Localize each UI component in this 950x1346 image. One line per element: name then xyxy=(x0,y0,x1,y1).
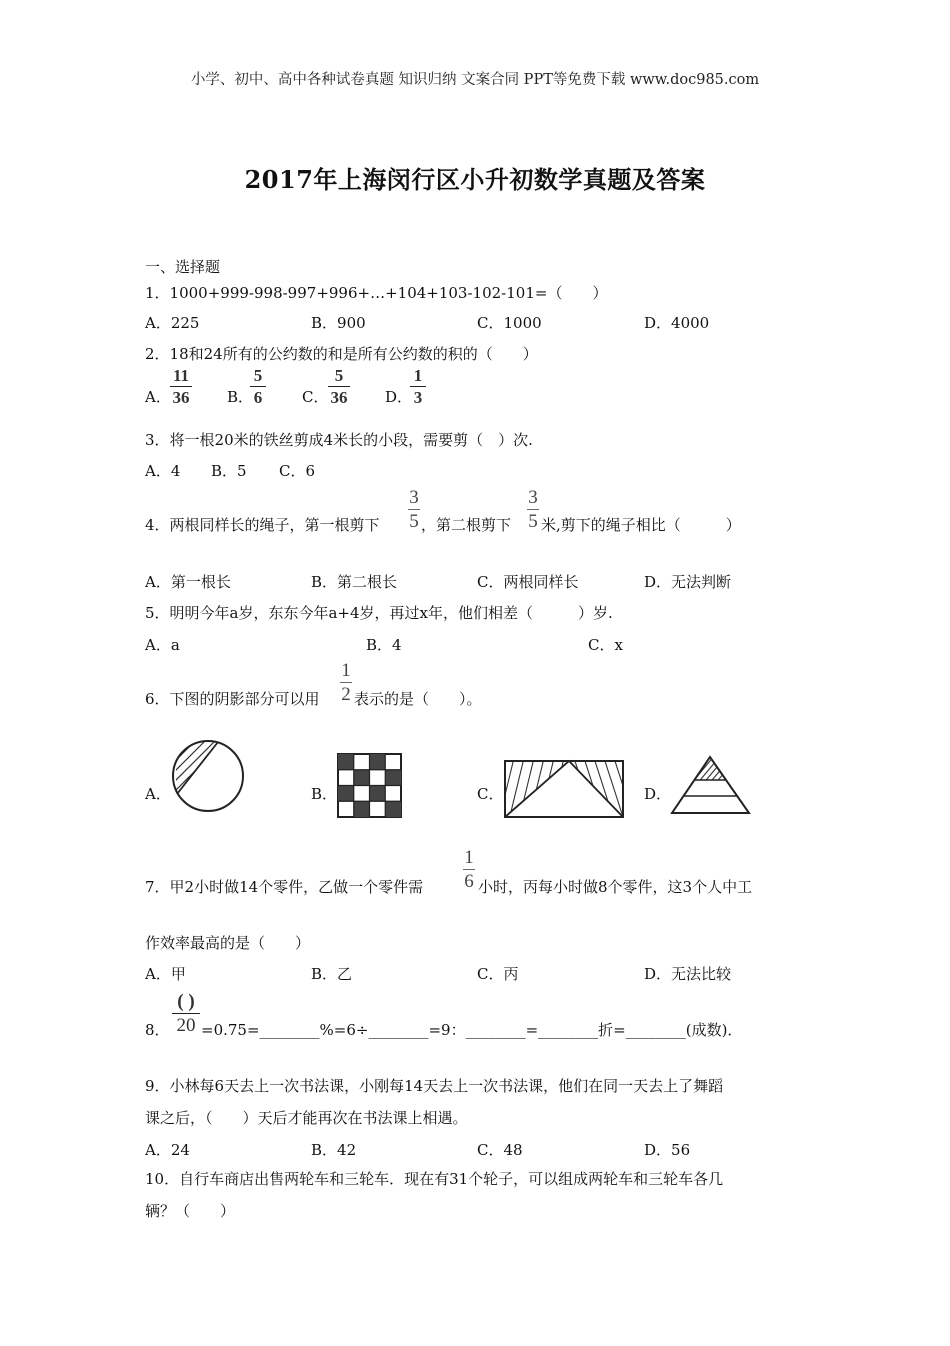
question-7-line2: 作效率最高的是（ ） xyxy=(145,934,311,952)
question-8-label: 8． xyxy=(145,1021,170,1039)
q6-label-c: C． xyxy=(477,785,504,803)
q7-option-d: D．无法比较 xyxy=(644,965,732,983)
question-4-part2: ，第二根剪下 xyxy=(421,516,512,534)
q4-fraction-2: 3 5 xyxy=(528,487,538,532)
question-9-line2: 课之后，（ ）天后才能再次在书法课上相遇。 xyxy=(145,1109,468,1127)
q7-fraction: 1 6 xyxy=(464,847,474,892)
question-4-part1: 4．两根同样长的绳子，第一根剪下 xyxy=(145,516,380,534)
q3-option-c: C．6 xyxy=(279,462,316,480)
q9-option-c: C．48 xyxy=(477,1141,523,1159)
q2-label-b: B． xyxy=(227,388,254,406)
q2-fraction-c: 5 36 xyxy=(328,367,350,406)
q3-option-b: B．5 xyxy=(211,462,247,480)
q3-option-a: A．4 xyxy=(145,462,181,480)
q4-option-a: A．第一根长 xyxy=(145,573,231,591)
figure-a-circle xyxy=(170,736,246,816)
q8-fraction: ( ) 20 xyxy=(172,992,200,1035)
q5-option-c: C．x xyxy=(588,636,623,654)
question-6-part1: 6．下图的阴影部分可以用 xyxy=(145,690,320,708)
q7-option-a: A．甲 xyxy=(145,965,186,983)
q2-fraction-a: 11 36 xyxy=(170,367,192,406)
q1-option-a: A．225 xyxy=(145,314,200,332)
section-heading: 一、选择题 xyxy=(145,258,221,276)
q2-label-c: C． xyxy=(302,388,329,406)
q1-option-d: D．4000 xyxy=(644,314,710,332)
q4-option-c: C．两根同样长 xyxy=(477,573,579,591)
q2-fraction-d: 1 3 xyxy=(410,367,426,406)
q6-fraction: 1 2 xyxy=(341,660,351,705)
q4-option-b: B．第二根长 xyxy=(311,573,398,591)
question-3: 3．将一根20米的铁丝剪成4米长的小段，需要剪（ ）次. xyxy=(145,431,533,449)
question-10-line1: 10．自行车商店出售两轮车和三轮车．现在有31个轮子，可以组成两轮车和三轮车各几 xyxy=(145,1170,724,1188)
q4-fraction-1: 3 5 xyxy=(409,487,419,532)
question-10-line2: 辆？（ ） xyxy=(145,1202,236,1220)
site-header: 小学、初中、高中各种试卷真题 知识归纳 文案合同 PPT等免费下载 www.doc985.com xyxy=(190,72,760,88)
q2-label-a: A． xyxy=(145,388,171,406)
q5-option-a: A．a xyxy=(145,636,180,654)
q9-option-a: A．24 xyxy=(145,1141,190,1159)
q2-label-d: D． xyxy=(385,388,413,406)
q6-label-a: A． xyxy=(145,785,171,803)
q9-option-d: D．56 xyxy=(644,1141,691,1159)
question-8-text: =0.75=________%=6÷________=9：________=________折=________(成数)． xyxy=(201,1021,743,1039)
q5-option-b: B．4 xyxy=(366,636,402,654)
question-2: 2．18和24所有的公约数的和是所有公约数的积的（ ） xyxy=(145,345,538,363)
q1-option-c: C．1000 xyxy=(477,314,542,332)
q6-label-b: B． xyxy=(311,785,338,803)
question-9-line1: 9．小林每6天去上一次书法课，小刚每14天去上一次书法课，他们在同一天去上了舞蹈 xyxy=(145,1077,724,1095)
question-7-part2: 小时，丙每小时做8个零件，这3个人中工 xyxy=(478,878,753,896)
q6-label-d: D． xyxy=(644,785,672,803)
q7-option-b: B．乙 xyxy=(311,965,353,983)
figure-c-rectangle xyxy=(504,760,624,818)
q9-option-b: B．42 xyxy=(311,1141,357,1159)
question-7-part1: 7．甲2小时做14个零件，乙做一个零件需 xyxy=(145,878,424,896)
question-6-part2: 表示的是（ ）。 xyxy=(354,690,482,708)
page-title: 2017年上海闵行区小升初数学真题及答案 xyxy=(244,165,706,194)
question-1: 1．1000+999-998-997+996+…+104+103-102-101=（ ） xyxy=(145,284,608,302)
question-4-part3: 米,剪下的绳子相比（ ） xyxy=(541,516,741,534)
q7-option-c: C．丙 xyxy=(477,965,519,983)
figure-d-triangle xyxy=(670,755,752,817)
q2-fraction-b: 5 6 xyxy=(250,367,266,406)
figure-b-grid xyxy=(337,753,402,818)
question-5: 5．明明今年a岁，东东今年a+4岁，再过x年，他们相差（ ）岁. xyxy=(145,604,613,622)
q4-option-d: D．无法判断 xyxy=(644,573,732,591)
q1-option-b: B．900 xyxy=(311,314,366,332)
